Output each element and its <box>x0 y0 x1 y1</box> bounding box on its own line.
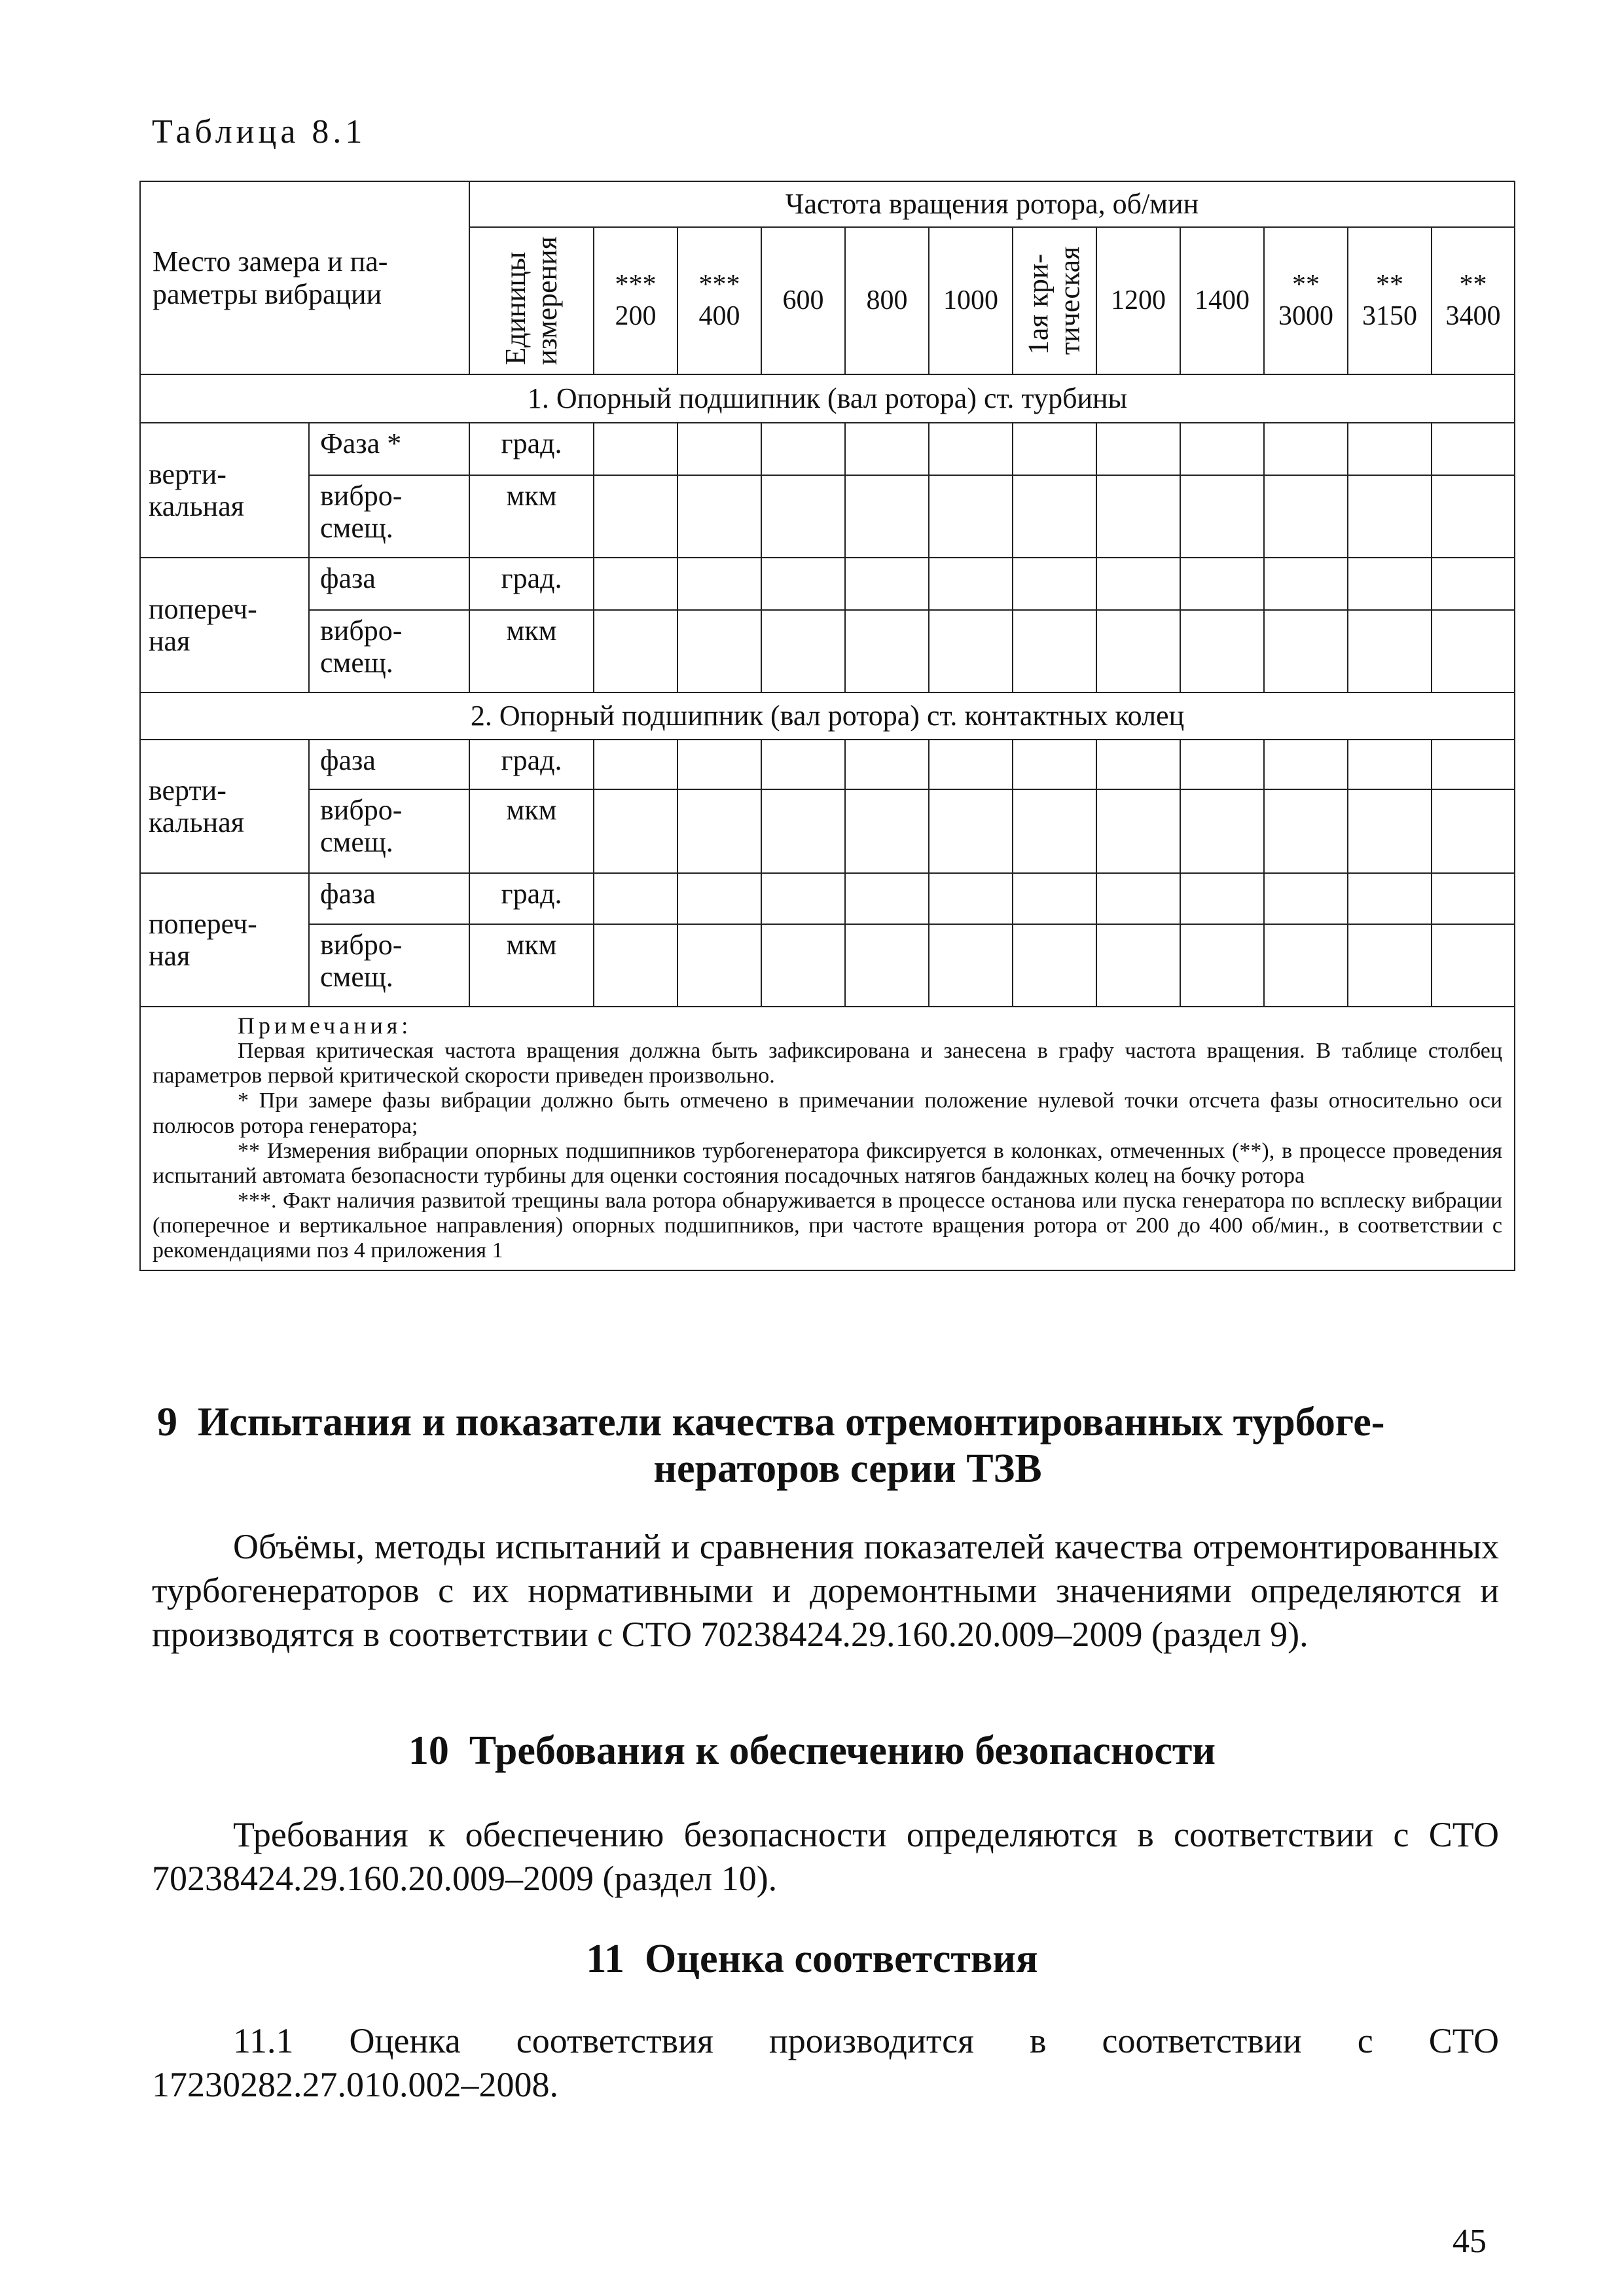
location-vertical: верти- кальная <box>140 740 309 873</box>
header-place-line1: Место замера и па- <box>153 245 388 278</box>
header-col-3150: ** 3150 <box>1348 227 1432 374</box>
header-col-1400: 1400 <box>1180 227 1264 374</box>
header-col-400: *** 400 <box>677 227 761 374</box>
section-title-1: 1. Опорный подшипник (вал ротора) ст. турбины <box>140 374 1515 423</box>
table-row <box>140 475 1515 558</box>
table-row <box>140 873 1515 924</box>
param-phase: фаза <box>309 873 469 924</box>
note-item: ***. Факт наличия развитой трещины вала ротора обнаруживается в процессе останова или пуска генератора по всплеску вибрации (поперечное и вертикальное направления) опорных подшипников, при частоте вращения ротора от 200 до 400 об/мин., в соответствии с рекомендациями поз 4 приложения 1 <box>153 1188 1503 1263</box>
unit-cell: град. <box>469 873 594 924</box>
vibration-table <box>139 181 1515 1271</box>
param-phase: Фаза * <box>309 423 469 475</box>
unit-cell: град. <box>469 423 594 475</box>
header-units-line1: Единицы <box>499 251 532 365</box>
table-row <box>140 558 1515 610</box>
section-10-heading: 10 Требования к обеспечению безопасности <box>408 1729 1216 1773</box>
note-item: Первая критическая частота вращения должна быть зафиксирована и занесена в графу частота вращения. В таблице столбец параметров первой критической скорости приведен произвольно. <box>153 1039 1503 1088</box>
param-displacement: вибро- смещ. <box>309 475 469 558</box>
param-displacement: вибро- смещ. <box>309 924 469 1007</box>
table-notes <box>140 1007 1515 1270</box>
note-item: ** Измерения вибрации опорных подшипников турбогенератора фиксируется в колонках, отмеченных (**), в процессе проведения испытаний автомата безопасности турбины для оценки состояния посадочных натягов бандажных колец на бочку ротора <box>153 1138 1503 1188</box>
header-place-line2: раметры вибрации <box>153 278 382 310</box>
header-freq-group: Частота вращения ротора, об/мин <box>469 181 1515 227</box>
unit-cell: мкм <box>469 475 594 558</box>
section-title-2: 2. Опорный подшипник (вал ротора) ст. контактных колец <box>140 692 1515 740</box>
location-transverse: попереч- ная <box>140 873 309 1007</box>
param-displacement: вибро- смещ. <box>309 789 469 873</box>
header-col-3400: ** 3400 <box>1432 227 1515 374</box>
param-displacement: вибро- смещ. <box>309 610 469 692</box>
page-number: 45 <box>1453 2223 1487 2260</box>
header-col-3000: ** 3000 <box>1264 227 1348 374</box>
section-9-heading: 9 Испытания и показатели качества отремонтированных турбоге- нераторов серии ТЗВ <box>157 1400 1385 1491</box>
header-col-1000: 1000 <box>929 227 1013 374</box>
param-phase: фаза <box>309 558 469 610</box>
unit-cell: град. <box>469 740 594 789</box>
header-units <box>469 227 594 374</box>
table-caption: Таблица 8.1 <box>152 113 367 151</box>
header-units-line2: измерения <box>531 236 564 365</box>
table-row <box>140 610 1515 692</box>
header-col-critical: 1ая кри- тическая <box>1013 227 1096 374</box>
unit-cell: град. <box>469 558 594 610</box>
location-vertical: верти- кальная <box>140 423 309 558</box>
unit-cell: мкм <box>469 610 594 692</box>
table-row <box>140 924 1515 1007</box>
table-row <box>140 423 1515 475</box>
header-col-200: *** 200 <box>594 227 677 374</box>
section-9-text: Объёмы, методы испытаний и сравнения показателей качества отремонтированных турбогенераторов с их нормативными и доремонтными значениями определяются и производятся в соответствии с СТО 70238424.29.160.20.009–2009 (раздел 9). <box>152 1527 1499 1654</box>
header-col-600: 600 <box>761 227 845 374</box>
location-transverse: попереч- ная <box>140 558 309 692</box>
table-row <box>140 740 1515 789</box>
notes-heading: Примечания: <box>238 1013 412 1039</box>
param-phase: фаза <box>309 740 469 789</box>
section-11-text: 11.1 Оценка соответствия производится в соответствии с СТО 17230282.27.010.002–2008. <box>152 2021 1499 2104</box>
unit-cell: мкм <box>469 789 594 873</box>
table-row <box>140 789 1515 873</box>
header-col-800: 800 <box>845 227 929 374</box>
header-col-1200: 1200 <box>1096 227 1180 374</box>
header-place <box>140 181 469 374</box>
note-item: * При замере фазы вибрации должно быть отмечено в примечании положение нулевой точки отсчета фазы относительно оси полюсов ротора генератора; <box>153 1088 1503 1138</box>
unit-cell: мкм <box>469 924 594 1007</box>
section-11-heading: 11 Оценка соответствия <box>586 1937 1038 1981</box>
section-10-text: Требования к обеспечению безопасности определяются в соответствии с СТО 70238424.29.160.20.009–2009 (раздел 10). <box>152 1815 1499 1898</box>
